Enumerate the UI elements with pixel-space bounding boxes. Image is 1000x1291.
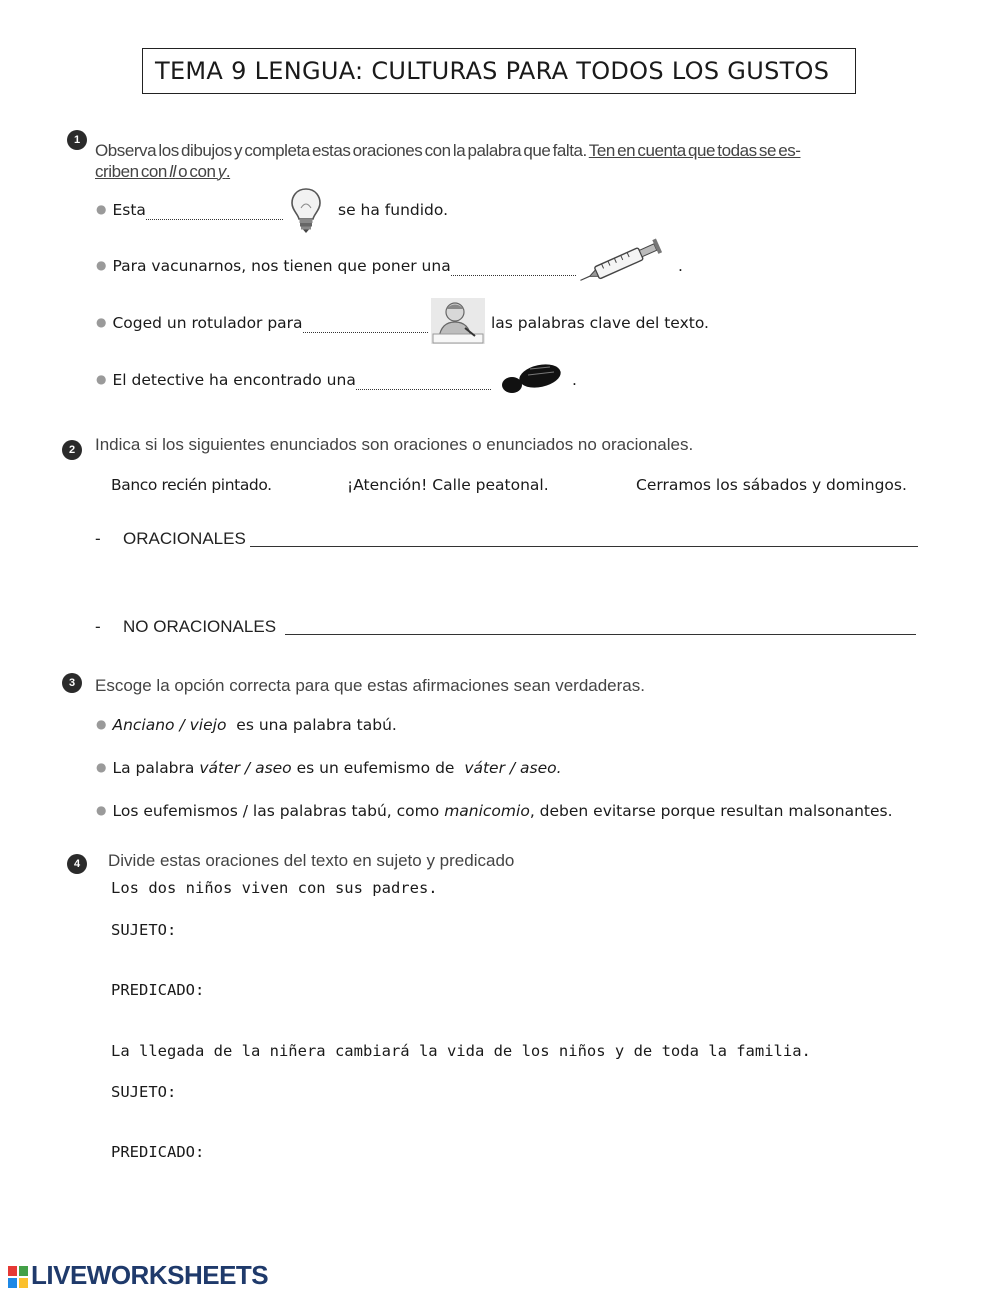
blank-field-3[interactable] — [303, 332, 428, 333]
page-title: TEMA 9 LENGUA: CULTURAS PARA TODOS LOS GUSTOS — [142, 48, 856, 94]
label-oracionales: ORACIONALES — [123, 529, 246, 548]
sentence-1-predicado-field[interactable] — [216, 978, 910, 1002]
section-2-badge: 2 — [62, 440, 82, 460]
fill-item-3-before: Coged un rotulador para — [112, 314, 303, 332]
fill-item-3 — [96, 314, 303, 332]
blank-field-2[interactable] — [451, 275, 576, 276]
bullet-icon: ● — [96, 803, 107, 817]
choice-option-vater-aseo-1[interactable]: váter / aseo — [199, 759, 292, 777]
choice-item-1 — [96, 716, 397, 734]
fill-item-2-after: . — [678, 257, 683, 275]
child-underlining-icon — [431, 298, 485, 344]
fill-item-4 — [96, 371, 356, 389]
instruction-note-a: Ten en cuenta que todas se es- — [588, 141, 801, 160]
choice-item-2-b: es un eufemismo de — [296, 759, 455, 777]
light-bulb-icon — [287, 186, 325, 234]
section-2-instruction: Indica si los siguientes enunciados son oraciones o enunciados no oracionales. — [95, 435, 694, 454]
choice-item-3 — [96, 802, 893, 820]
fill-item-3-after: las palabras clave del texto. — [491, 314, 709, 332]
sentence-2-sujeto-label: SUJETO: — [111, 1083, 177, 1101]
fill-item-1 — [96, 201, 146, 219]
sentence-2-predicado-label: PREDICADO: — [111, 1143, 205, 1161]
syringe-icon — [576, 232, 674, 288]
label-no-oracionales: NO ORACIONALES — [123, 617, 277, 636]
choice-option-vater-aseo-2[interactable]: váter / aseo. — [464, 759, 562, 777]
blank-field-4[interactable] — [356, 389, 491, 390]
liveworksheets-logo — [8, 1260, 268, 1291]
statement-3: Cerramos los sábados y domingos. — [636, 476, 907, 494]
bullet-icon: ● — [96, 258, 107, 272]
instruction-text: Observa los dibujos y completa estas oraciones con la palabra que falta. — [95, 141, 587, 160]
liveworksheets-logo-icon — [8, 1266, 28, 1288]
fill-item-1-after: se ha fundido. — [338, 201, 449, 219]
footprint-icon — [500, 361, 564, 395]
section-1-badge: 1 — [67, 130, 87, 150]
instruction-o-con: o con — [175, 162, 218, 181]
instruction-period: . — [225, 162, 231, 181]
statement-2: ¡Atención! Calle peatonal. — [347, 476, 549, 494]
section-1-instruction — [95, 141, 801, 161]
section-1-instruction-cont — [95, 162, 230, 182]
bullet-icon: ● — [96, 202, 107, 216]
fill-item-2-before: Para vacunarnos, nos tienen que poner una — [112, 257, 451, 275]
fill-item-4-after: . — [572, 371, 577, 389]
sentence-2-sujeto-field[interactable] — [190, 1080, 910, 1104]
instruction-ll: ll — [169, 162, 176, 181]
sentence-2: La llegada de la niñera cambiará la vida de los niños y de toda la familia. — [111, 1042, 811, 1060]
statement-1: Banco recién pintado. — [111, 476, 272, 494]
oracionales-answer-line[interactable] — [250, 546, 918, 547]
sentence-1-predicado-label: PREDICADO: — [111, 981, 205, 999]
section-3-instruction: Escoge la opción correcta para que estas afirmaciones sean verdaderas. — [95, 676, 645, 695]
fill-item-2 — [96, 257, 451, 275]
section-3-badge: 3 — [62, 673, 82, 693]
fill-item-4-before: El detective ha encontrado una — [112, 371, 356, 389]
sentence-2-predicado-field[interactable] — [216, 1140, 910, 1164]
dash-no-oracionales: - — [95, 617, 101, 636]
choice-item-2-a: La palabra — [112, 759, 195, 777]
bullet-icon: ● — [96, 760, 107, 774]
sentence-1: Los dos niños viven con sus padres. — [111, 879, 438, 897]
fill-item-1-before: Esta — [112, 201, 146, 219]
section-4-badge: 4 — [67, 854, 87, 874]
choice-item-3-italic: manicomio — [444, 802, 530, 820]
dash-oracionales: - — [95, 529, 101, 548]
choice-item-3-b: , deben evitarse porque resultan malsonantes. — [529, 802, 893, 820]
choice-option-anciano-viejo[interactable]: Anciano / viejo — [112, 716, 227, 734]
bullet-icon: ● — [96, 315, 107, 329]
sentence-1-sujeto-field[interactable] — [190, 918, 910, 942]
section-4-instruction: Divide estas oraciones del texto en sujeto y predicado — [108, 851, 515, 870]
choice-item-2 — [96, 759, 562, 777]
blank-field-1[interactable] — [146, 219, 283, 220]
instruction-y: y — [217, 162, 226, 181]
instruction-note-b: criben con — [95, 162, 170, 181]
sentence-1-sujeto-label: SUJETO: — [111, 921, 177, 939]
choice-option-eufemismos-tabu[interactable]: Los eufemismos / las palabras tabú, como — [112, 802, 440, 820]
bullet-icon: ● — [96, 372, 107, 386]
bullet-icon: ● — [96, 717, 107, 731]
logo-text: LIVEWORKSHEETS — [31, 1260, 269, 1290]
no-oracionales-answer-line[interactable] — [285, 634, 916, 635]
choice-item-1-rest: es una palabra tabú. — [236, 716, 397, 734]
